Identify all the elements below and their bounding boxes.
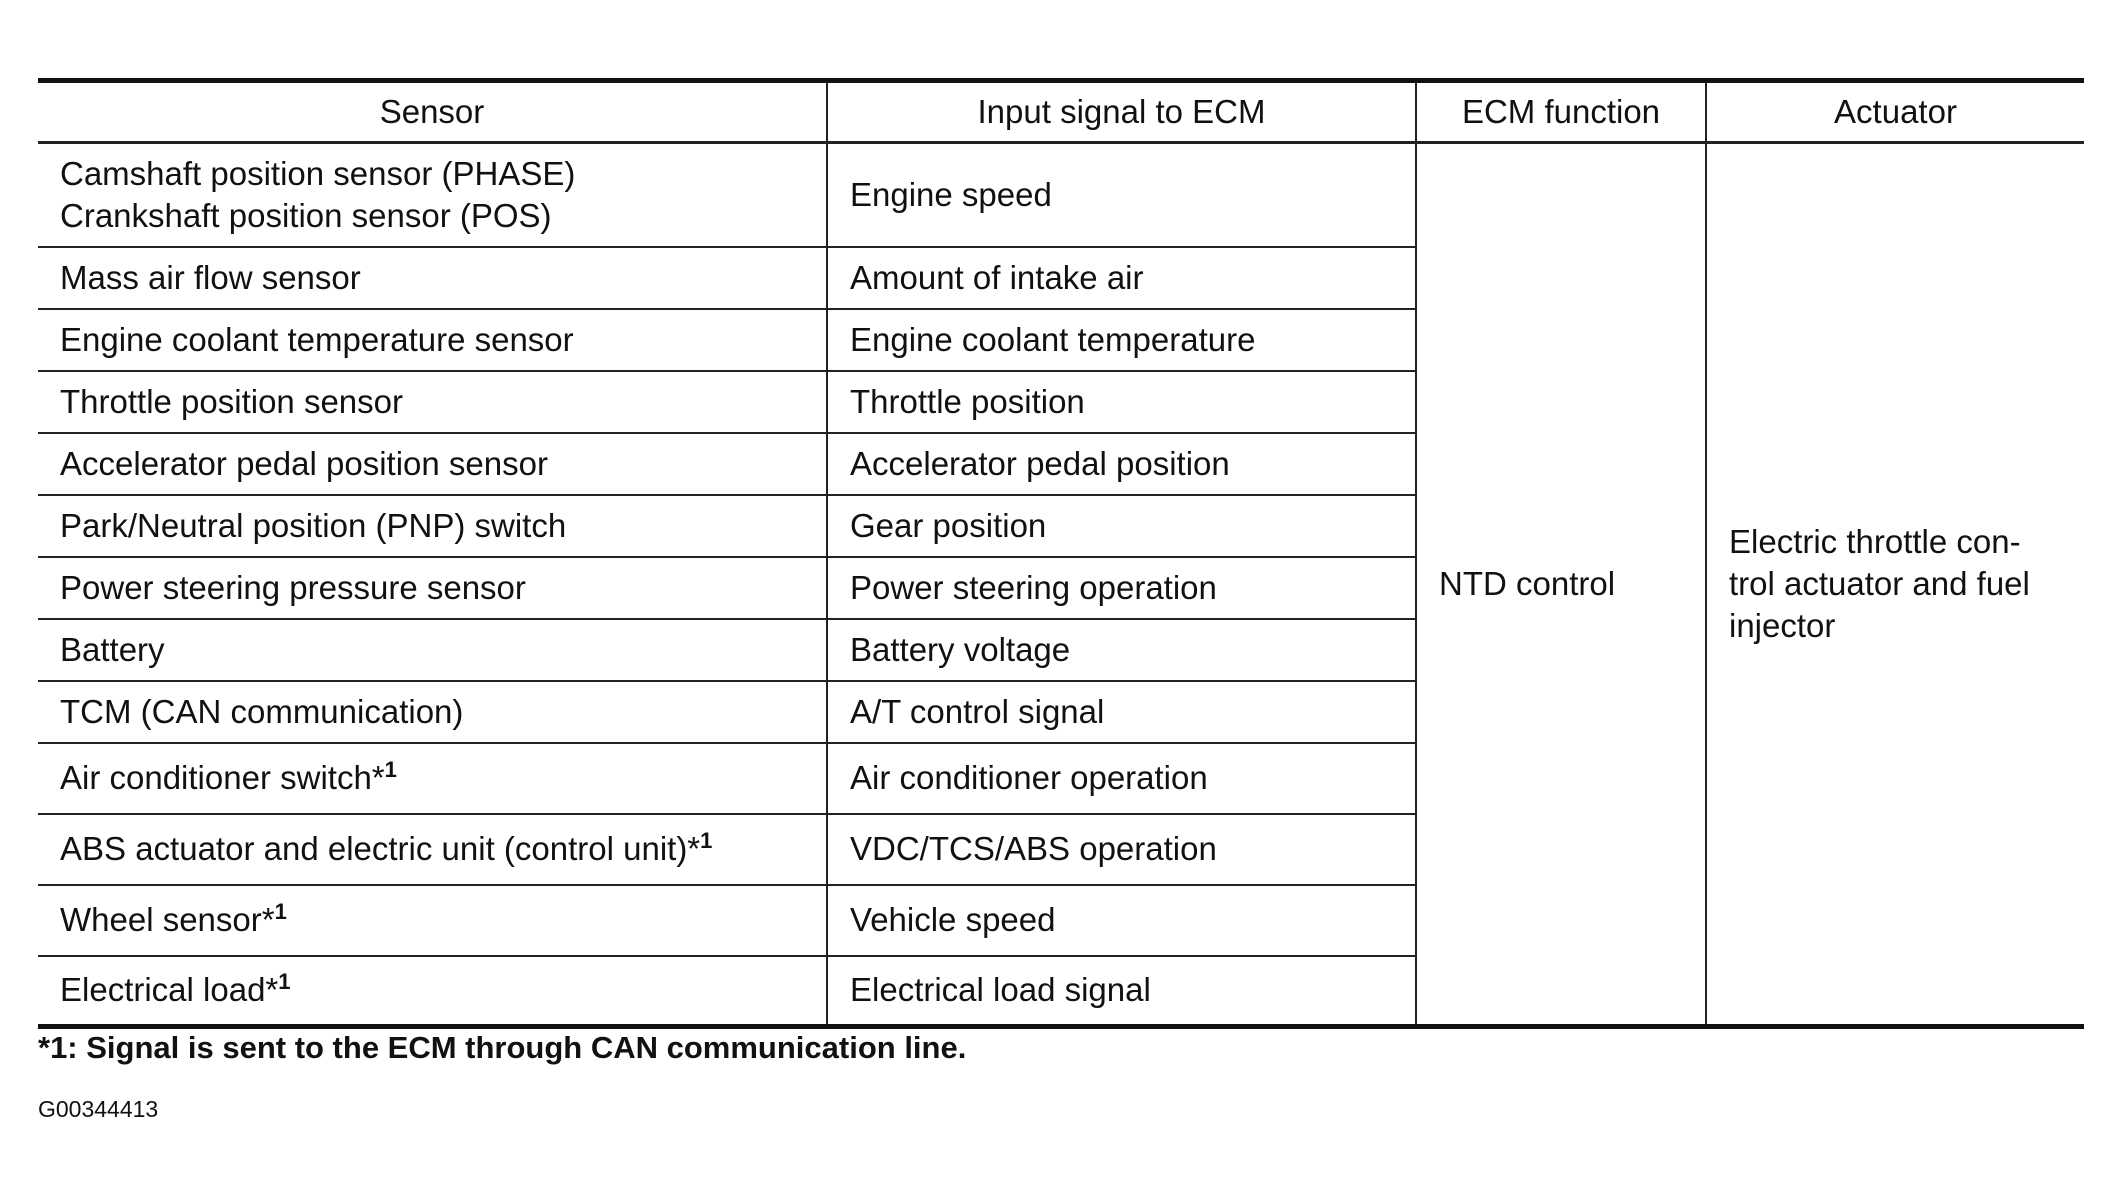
signal-cell: VDC/TCS/ABS operation xyxy=(827,814,1416,885)
footnote-marker: 1 xyxy=(278,969,291,995)
sensor-cell: Power steering pressure sensor xyxy=(38,557,827,619)
sensor-name: Electrical load* xyxy=(60,971,279,1009)
header-input-signal: Input signal to ECM xyxy=(827,81,1416,143)
actuator-cell xyxy=(1706,143,2084,1027)
signal-cell: Gear position xyxy=(827,495,1416,557)
signal-cell: Electrical load signal xyxy=(827,956,1416,1027)
signal-cell: Amount of intake air xyxy=(827,247,1416,309)
sensor-name: ABS actuator and electric unit (control unit)* xyxy=(60,830,701,867)
table-header-row xyxy=(38,81,2084,143)
sensor-cell xyxy=(38,956,827,1027)
sensor-cell xyxy=(38,814,827,885)
footnote-marker: 1 xyxy=(274,899,287,924)
actuator-line: Electric throttle con- xyxy=(1729,523,2021,560)
sensor-cell xyxy=(38,143,827,247)
actuator-line: injector xyxy=(1729,607,1836,644)
spec-table-container xyxy=(38,78,2084,1029)
signal-cell: Air conditioner operation xyxy=(827,743,1416,814)
sensor-cell: Park/Neutral position (PNP) switch xyxy=(38,495,827,557)
sensor-cell: Accelerator pedal position sensor xyxy=(38,433,827,495)
header-actuator: Actuator xyxy=(1706,81,2084,143)
ecm-function-cell: NTD control xyxy=(1416,143,1706,1027)
sensor-name: Crankshaft position sensor (POS) xyxy=(60,196,552,234)
table-row xyxy=(38,143,2084,247)
sensor-cell: TCM (CAN communication) xyxy=(38,681,827,743)
header-sensor: Sensor xyxy=(38,81,827,143)
signal-cell: A/T control signal xyxy=(827,681,1416,743)
sensor-cell: Mass air flow sensor xyxy=(38,247,827,309)
sensor-name: Wheel sensor* xyxy=(60,901,275,938)
signal-cell: Power steering operation xyxy=(827,557,1416,619)
figure-id: G00344413 xyxy=(38,1096,159,1122)
signal-cell: Engine coolant temperature xyxy=(827,309,1416,371)
signal-cell: Battery voltage xyxy=(827,619,1416,681)
header-ecm-function: ECM function xyxy=(1416,81,1706,143)
sensor-signal-table xyxy=(38,78,2084,1029)
sensor-name: Camshaft position sensor (PHASE) xyxy=(60,154,576,192)
signal-cell: Accelerator pedal position xyxy=(827,433,1416,495)
sensor-cell: Engine coolant temperature sensor xyxy=(38,309,827,371)
footnote-marker: 1 xyxy=(384,757,397,782)
signal-cell: Engine speed xyxy=(827,143,1416,247)
sensor-name: Air conditioner switch* xyxy=(60,759,385,796)
sensor-cell xyxy=(38,743,827,814)
footnote: *1: Signal is sent to the ECM through CAN communication line. xyxy=(38,1030,967,1065)
sensor-cell xyxy=(38,885,827,956)
signal-cell: Vehicle speed xyxy=(827,885,1416,956)
sensor-cell: Battery xyxy=(38,619,827,681)
actuator-line: trol actuator and fuel xyxy=(1729,565,2030,602)
sensor-cell: Throttle position sensor xyxy=(38,371,827,433)
footnote-marker: 1 xyxy=(700,828,713,853)
signal-cell: Throttle position xyxy=(827,371,1416,433)
